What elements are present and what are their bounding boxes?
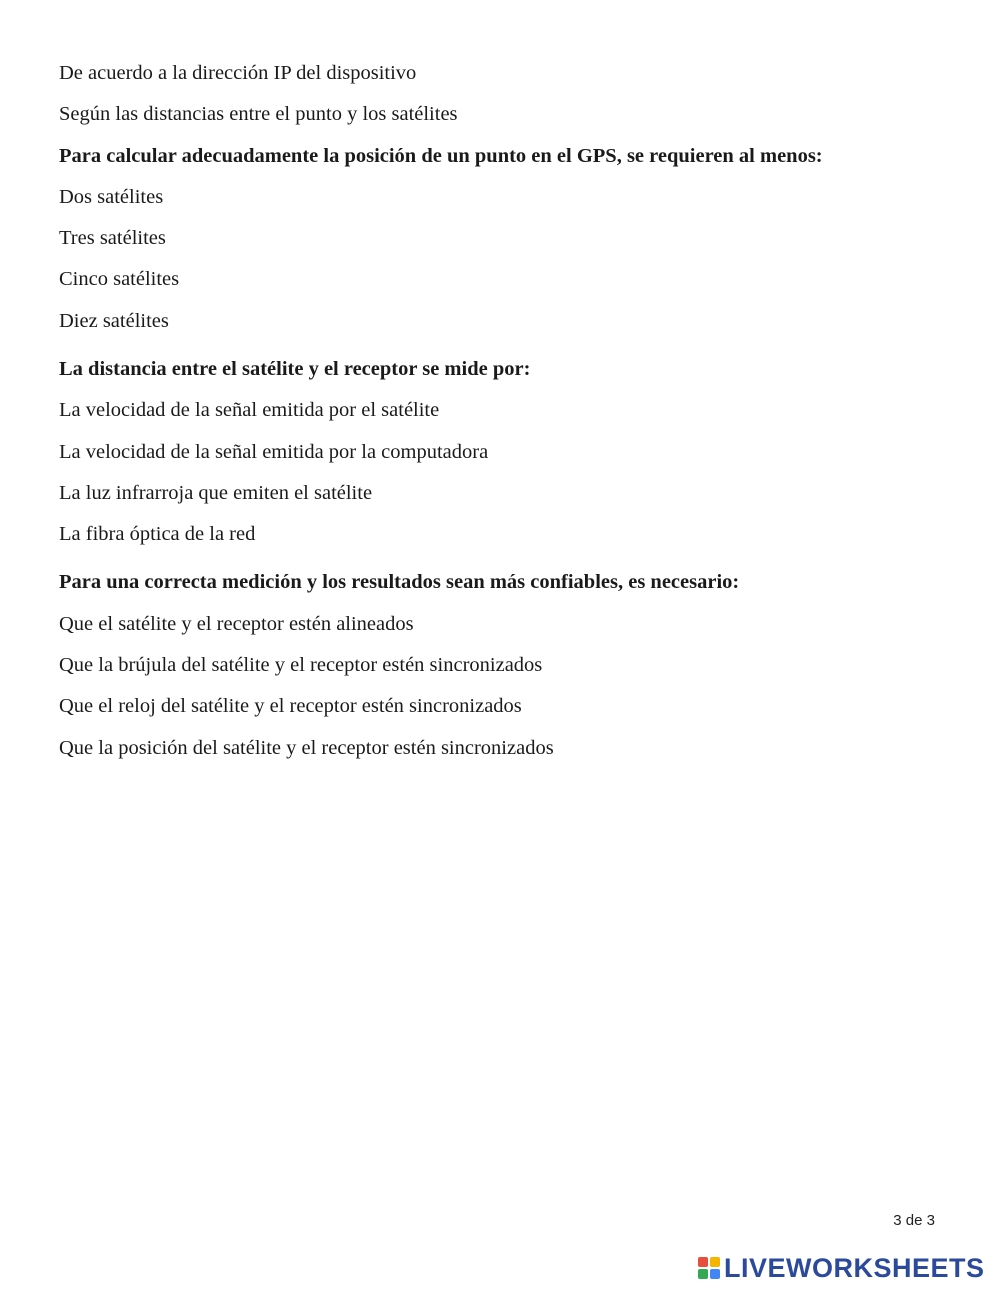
answer-option[interactable]: Diez satélites — [59, 310, 169, 332]
liveworksheets-logo — [698, 1253, 985, 1283]
logo-square-icon — [710, 1257, 720, 1267]
logo-square-icon — [710, 1269, 720, 1279]
answer-option[interactable]: Que la brújula del satélite y el receptor estén sincronizados — [59, 654, 543, 676]
answer-option[interactable]: La velocidad de la señal emitida por el satélite — [59, 399, 440, 421]
question-title: Para calcular adecuadamente la posición de un punto en el GPS, se requieren al menos: — [59, 145, 823, 167]
answer-option[interactable]: De acuerdo a la dirección IP del dispositivo — [59, 62, 417, 84]
logo-square-icon — [698, 1269, 708, 1279]
answer-option[interactable]: Que la posición del satélite y el receptor estén sincronizados — [59, 737, 554, 759]
logo-icon — [698, 1257, 720, 1279]
answer-option[interactable]: La fibra óptica de la red — [59, 523, 256, 545]
question-title: La distancia entre el satélite y el receptor se mide por: — [59, 358, 531, 380]
answer-option[interactable]: Que el reloj del satélite y el receptor estén sincronizados — [59, 695, 522, 717]
brand-name: LIVEWORKSHEETS — [724, 1253, 985, 1283]
answer-option[interactable]: La luz infrarroja que emiten el satélite — [59, 482, 373, 504]
answer-option[interactable]: Que el satélite y el receptor estén alineados — [59, 613, 414, 635]
answer-option[interactable]: Dos satélites — [59, 186, 164, 208]
question-title: Para una correcta medición y los resultados sean más confiables, es necesario: — [59, 571, 740, 593]
answer-option[interactable]: Según las distancias entre el punto y los satélites — [59, 103, 458, 125]
answer-option[interactable]: Cinco satélites — [59, 268, 180, 290]
logo-square-icon — [698, 1257, 708, 1267]
answer-option[interactable]: La velocidad de la señal emitida por la computadora — [59, 441, 489, 463]
page-number: 3 de 3 — [893, 1212, 935, 1229]
answer-option[interactable]: Tres satélites — [59, 227, 166, 249]
